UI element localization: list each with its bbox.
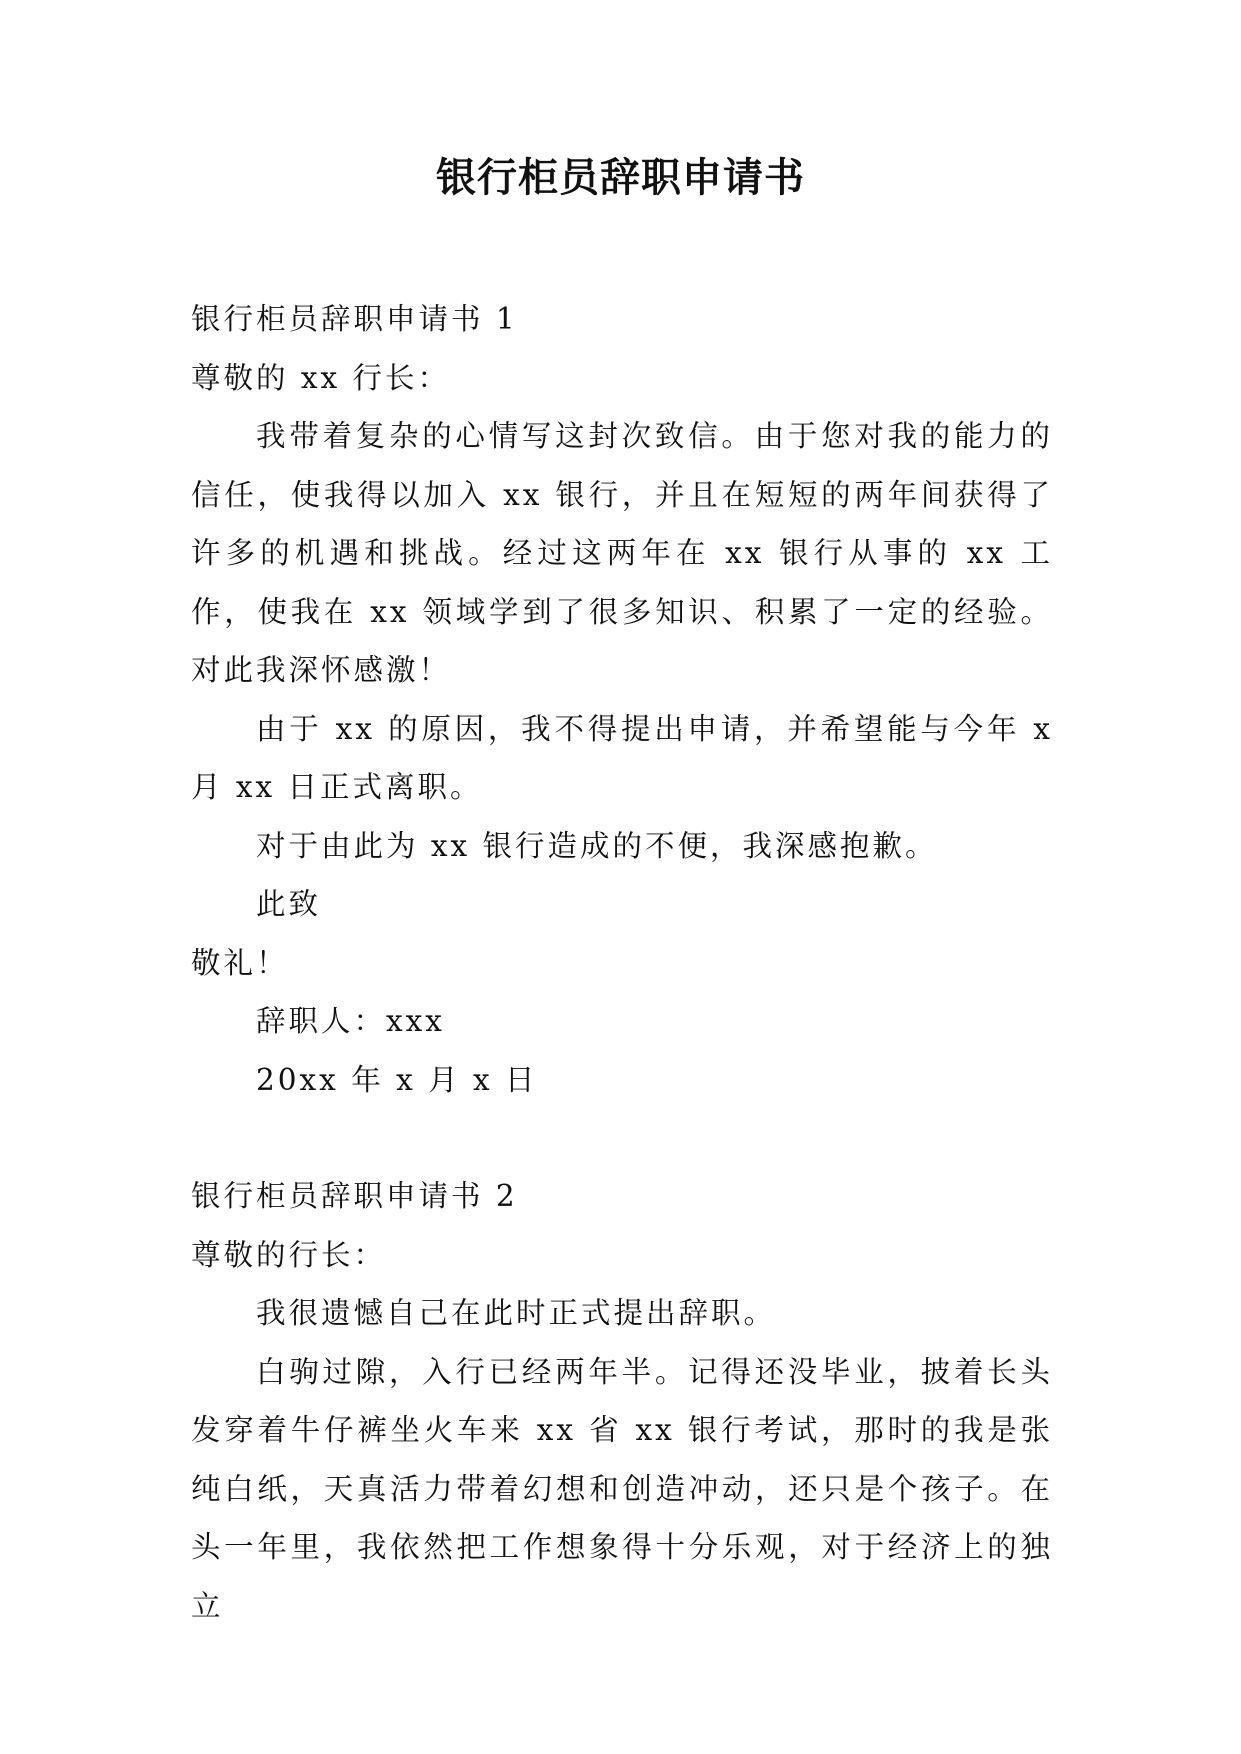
letter1-date: 20xx 年 x 月 x 日	[256, 1062, 538, 1097]
document-title: 银行柜员辞职申请书	[436, 155, 805, 201]
letter2-paragraph-1: 我很遗憾自己在此时正式提出辞职。	[256, 1296, 777, 1330]
letter1-paragraph-3: 对于由此为 xx 银行造成的不便，我深感抱歉。	[256, 828, 938, 863]
letter1-closing-2: 敬礼！	[191, 945, 289, 980]
letter2-heading: 银行柜员辞职申请书 2	[191, 1179, 518, 1213]
letter2-salutation: 尊敬的行长：	[191, 1237, 387, 1272]
letter1-paragraph-1: 我带着复杂的心情写这封次致信。由于您对我的能力的信任，使我得以加入 xx 银行，并且在短短的两年间获得了许多的机遇和挑战。经过这两年在 xx 银行从事的 xx 工作，使我在 xx 领域学到了很多知识、积累了一定的经验。对此我深怀感激！	[191, 419, 1053, 687]
letter1-heading: 银行柜员辞职申请书 1	[191, 302, 518, 336]
document-body	[191, 290, 1053, 1635]
letter1-signature: 辞职人：xxx	[256, 1004, 445, 1038]
letter1-paragraph-2: 由于 xx 的原因，我不得提出申请，并希望能与今年 x 月 xx 日正式离职。	[191, 711, 1053, 804]
letter2-paragraph-2: 白驹过隙，入行已经两年半。记得还没毕业，披着长头发穿着牛仔裤坐火车来 xx 省 xx 银行考试，那时的我是张纯白纸，天真活力带着幻想和创造冲动，还只是个孩子。在头一年里，我依然把工作想象得十分乐观，对于经济上的独立	[191, 1354, 1053, 1623]
letter1-salutation: 尊敬的 xx 行长：	[191, 360, 451, 395]
letter1-closing-1: 此致	[256, 887, 322, 921]
